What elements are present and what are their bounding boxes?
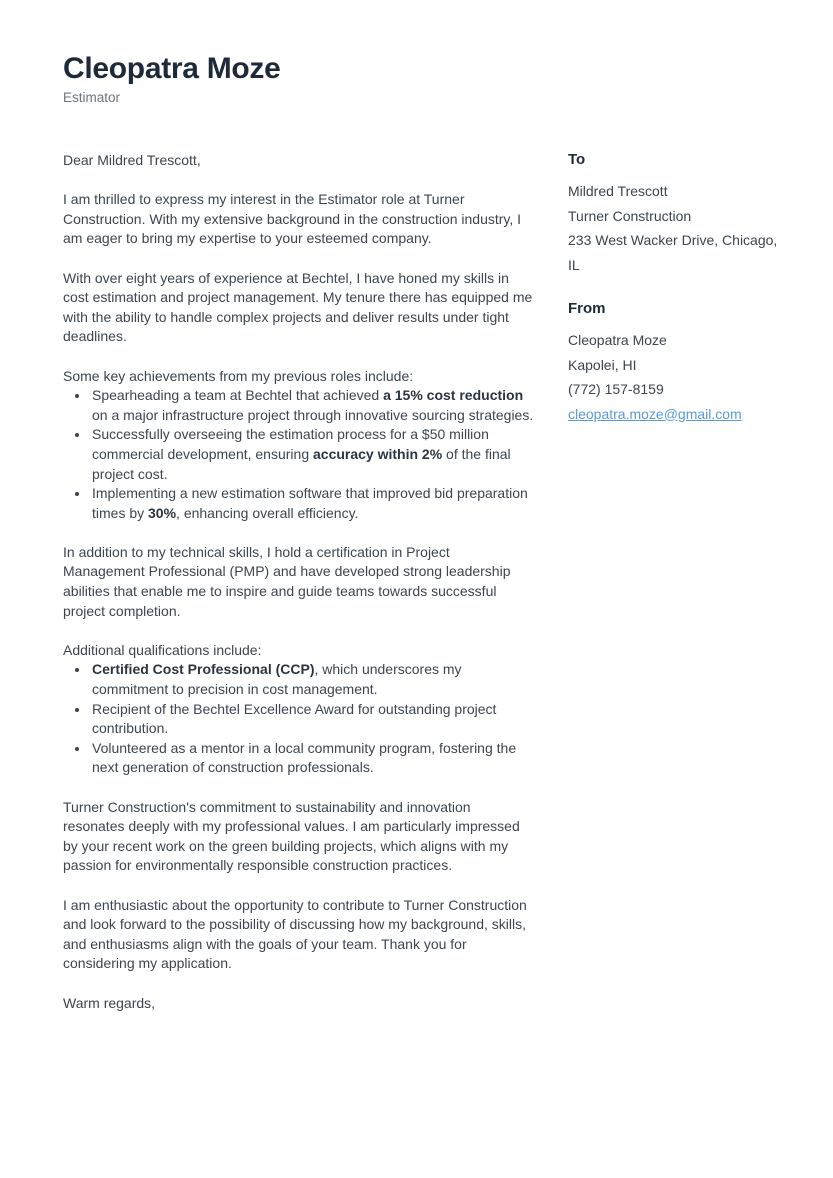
- email-line: [568, 402, 781, 427]
- letter-paragraph: In addition to my technical skills, I hold a certification in Project Management Professional (PMP) and have developed strong leadership abilities that enable me to inspire and guide teams towards successful project completion.: [63, 543, 511, 619]
- letter-bullet-item: • Certified Cost Professional (CCP), which underscores my commitment to precision in cost management.: [90, 660, 535, 699]
- letter-bullet-item: • Successfully overseeing the estimation process for a $50 million commercial development, ensuring accuracy within 2% of the final project cost.: [90, 425, 535, 484]
- to-section-heading: To: [568, 151, 586, 168]
- from-section-lines: [568, 328, 781, 402]
- contact-line: Mildred Trescott: [568, 183, 668, 199]
- letter-paragraph: Additional qualifications include:: [63, 641, 262, 658]
- letter-bullet-item: • Recipient of the Bechtel Excellence Award for outstanding project contribution.: [90, 700, 535, 739]
- to-section-lines: [568, 179, 781, 277]
- from-section-heading: From: [568, 300, 606, 317]
- contact-line: Kapolei, HI: [568, 356, 637, 373]
- letter-paragraph: With over eight years of experience at Bechtel, I have honed my skills in cost estimation and project management. My tenure there has equipped me with the ability to handle complex projects and deliver results under tight deadlines.: [63, 269, 533, 345]
- contact-line: (772) 157-8159: [568, 381, 664, 397]
- letter-paragraph: Warm regards,: [63, 994, 156, 1011]
- letter-bullet-list: [63, 660, 535, 778]
- bold-text: accuracy within 2%: [313, 445, 443, 462]
- letter-bullet-item: • Implementing a new estimation software that improved bid preparation times by 30%, enhancing overall efficiency.: [90, 484, 535, 523]
- contact-line: 233 West Wacker Drive, Chicago, IL: [568, 232, 778, 273]
- letter-bullet-item: • Spearheading a team at Bechtel that achieved a 15% cost reduction on a major infrastructure project through innovative sourcing strategies.: [90, 386, 535, 425]
- applicant-job-title: Estimator: [63, 90, 121, 105]
- letter-paragraph: I am thrilled to express my interest in the Estimator role at Turner Construction. With my extensive background in the construction industry, I am eager to bring my expertise to your esteemed company.: [63, 191, 522, 247]
- bold-text: 30%: [148, 504, 177, 521]
- contact-line: Cleopatra Moze: [568, 332, 667, 348]
- contact-line: Turner Construction: [568, 207, 692, 224]
- letter-paragraph: I am enthusiastic about the opportunity to contribute to Turner Construction and look forward to the possibility of discussing how my background, skills, and enthusiasms align with the goals of your team. Thank you for considering my application.: [63, 896, 527, 972]
- letter-paragraph: Dear Mildred Trescott,: [63, 152, 201, 168]
- applicant-name: Cleopatra Moze: [63, 52, 281, 85]
- letter-paragraph: Turner Construction's commitment to sustainability and innovation resonates deeply with my professional values. I am particularly impressed by your recent work on the green building projects, which aligns with my passion for environmentally responsible construction practices.: [63, 798, 520, 874]
- letter-body: [63, 151, 535, 1033]
- letter-bullet-list: [63, 386, 535, 523]
- letter-paragraph: Some key achievements from my previous roles include:: [63, 367, 414, 384]
- document-header: [63, 52, 781, 105]
- email-link[interactable]: cleopatra.moze@gmail.com: [568, 405, 742, 422]
- contact-sidebar: [568, 151, 781, 426]
- letter-bullet-item: • Volunteered as a mentor in a local community program, fostering the next generation of construction professionals.: [90, 739, 535, 778]
- bold-text: Certified Cost Professional (CCP): [92, 661, 315, 678]
- content-columns: [63, 151, 781, 1033]
- bold-text: a 15% cost reduction: [383, 387, 524, 404]
